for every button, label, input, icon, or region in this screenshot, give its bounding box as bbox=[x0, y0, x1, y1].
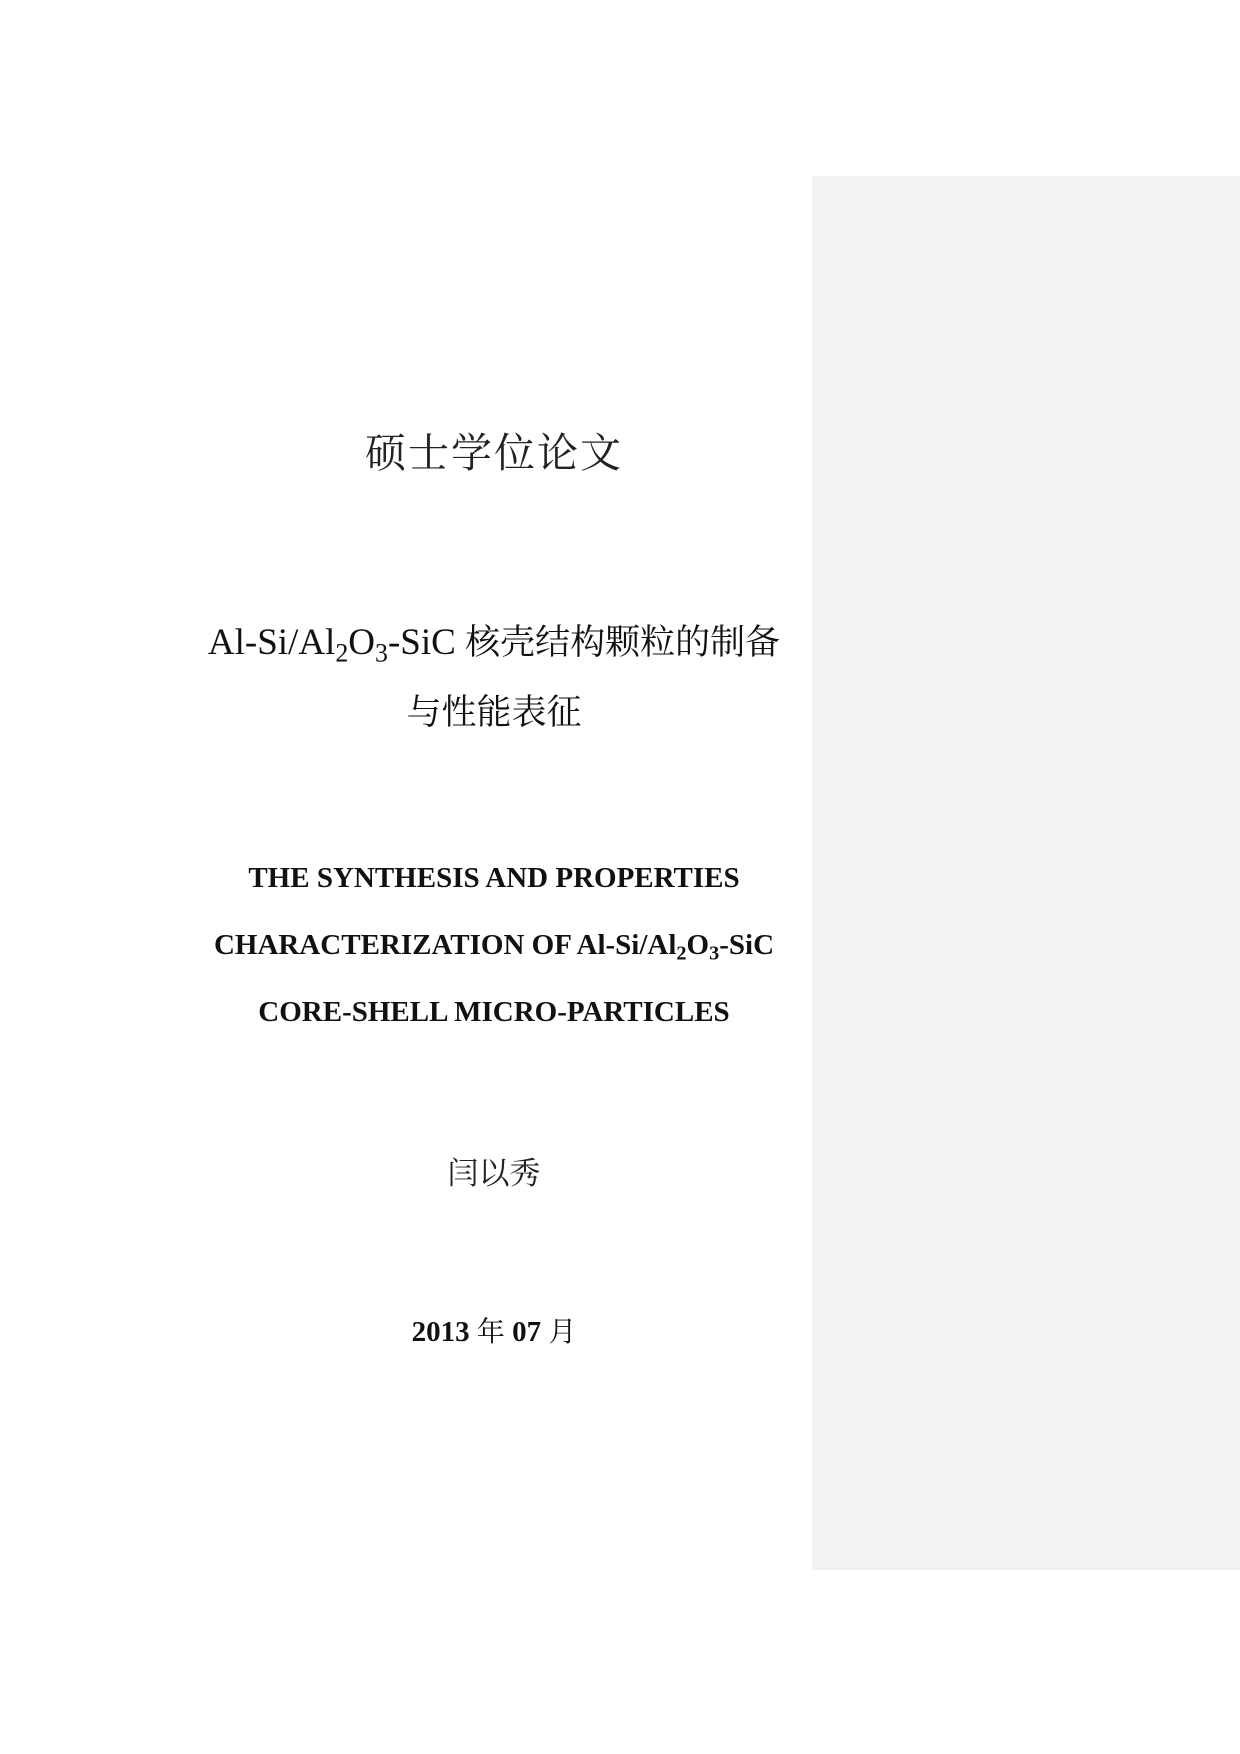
english-title-line-2-part-1: CHARACTERIZATION OF Al-Si/Al bbox=[213, 929, 677, 961]
submission-date bbox=[160, 1310, 828, 1354]
english-title-subscript-1: 2 bbox=[676, 942, 687, 965]
formula-part-1: Al-Si/Al bbox=[207, 622, 336, 663]
date-month: 07 bbox=[512, 1316, 542, 1348]
english-title-line-2-part-3: -SiC bbox=[719, 929, 775, 961]
english-title-line-3: CORE-SHELL MICRO-PARTICLES bbox=[258, 996, 730, 1028]
english-title-line-2 bbox=[160, 912, 828, 979]
title-formula bbox=[207, 622, 456, 668]
date-month-unit: 月 bbox=[548, 1315, 577, 1348]
english-title-line-2-part-2: O bbox=[686, 929, 710, 961]
chinese-title-text-1: 核壳结构颗粒的制备 bbox=[465, 623, 781, 663]
formula-subscript-2: 3 bbox=[375, 638, 388, 668]
chinese-title-line-1 bbox=[160, 608, 828, 678]
english-title bbox=[160, 845, 828, 1046]
english-title-subscript-2: 3 bbox=[709, 942, 720, 965]
degree-label: 硕士学位论文 bbox=[365, 429, 623, 477]
formula-subscript-1: 2 bbox=[335, 638, 349, 668]
side-shaded-panel bbox=[812, 176, 1240, 1570]
chinese-title-text-2: 与性能表征 bbox=[406, 693, 582, 733]
chinese-title bbox=[160, 608, 828, 748]
formula-part-3: -SiC bbox=[387, 622, 456, 663]
date-year-unit: 年 bbox=[476, 1315, 505, 1348]
date-year: 2013 bbox=[411, 1316, 470, 1348]
formula-part-2: O bbox=[348, 622, 376, 663]
author-name: 闫以秀 bbox=[447, 1156, 541, 1192]
chinese-title-line-2 bbox=[160, 678, 828, 748]
english-title-line-1: THE SYNTHESIS AND PROPERTIES bbox=[248, 862, 740, 894]
